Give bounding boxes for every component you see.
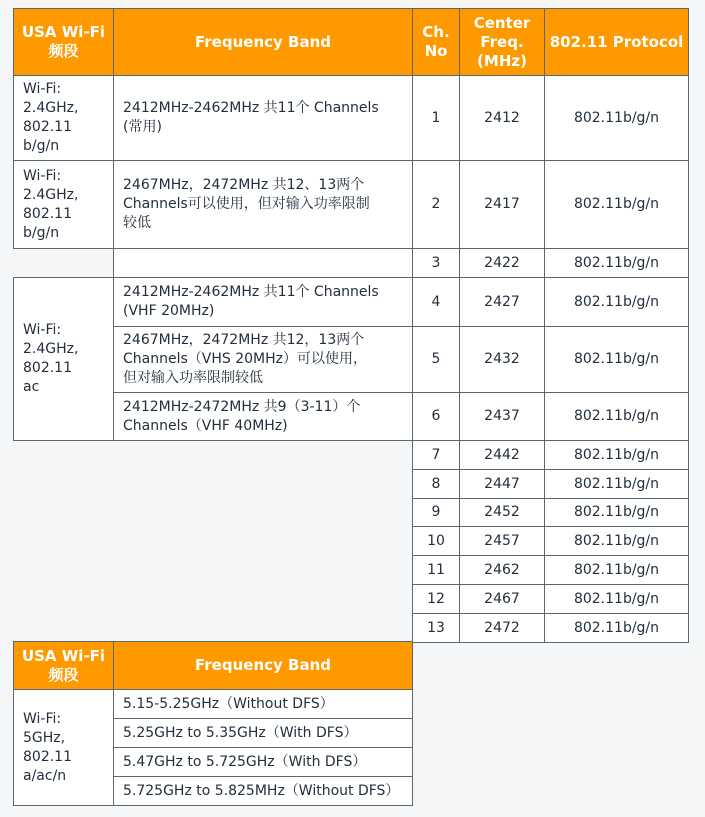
- channel-freq: 2427: [459, 277, 545, 327]
- channel-number: 11: [412, 555, 460, 585]
- band-cell-ac-2: 2467MHz，2472MHz 共12，13两个 Channels（VHS 20MHz）可以使用， 但对输入功率限制较低: [113, 326, 413, 393]
- band-cell-ac-1: 2412MHz-2462MHz 共11个 Channels (VHF 20MHz): [113, 277, 413, 327]
- channel-protocol: 802.11b/g/n: [544, 526, 689, 556]
- header-region: USA Wi-Fi 频段: [13, 8, 114, 76]
- region-cell-bgn-1: Wi-Fi: 2.4GHz, 802.11 b/g/n: [13, 75, 114, 161]
- channel-freq: 2452: [459, 498, 545, 527]
- channel-freq: 2467: [459, 584, 545, 614]
- channel-number: 6: [412, 392, 460, 441]
- channel-protocol: 802.11b/g/n: [544, 277, 689, 327]
- channel-freq: 2447: [459, 469, 545, 499]
- channel-freq: 2462: [459, 555, 545, 585]
- channel-protocol: 802.11b/g/n: [544, 498, 689, 527]
- channel-freq: 2422: [459, 248, 545, 278]
- channel-freq: 2412: [459, 75, 545, 161]
- channel-protocol: 802.11b/g/n: [544, 555, 689, 585]
- table2-band-cell: 5.725GHz to 5.825MHz（Without DFS）: [113, 776, 413, 806]
- channel-number: 12: [412, 584, 460, 614]
- channel-number: 1: [412, 75, 460, 161]
- channel-protocol: 802.11b/g/n: [544, 469, 689, 499]
- region-cell-bgn-2: Wi-Fi: 2.4GHz, 802.11 b/g/n: [13, 160, 114, 249]
- table2-header-region: USA Wi-Fi 频段: [13, 641, 114, 690]
- table2-band-cell: 5.15-5.25GHz（Without DFS）: [113, 689, 413, 719]
- channel-protocol: 802.11b/g/n: [544, 584, 689, 614]
- band-cell-ac-3: 2412MHz-2472MHz 共9（3-11）个 Channels（VHF 40MHz): [113, 392, 413, 441]
- channel-protocol: 802.11b/g/n: [544, 326, 689, 393]
- channel-number: 9: [412, 498, 460, 527]
- channel-number: 3: [412, 248, 460, 278]
- header-center-freq: Center Freq. (MHz): [459, 8, 545, 76]
- table2-header-frequency-band: Frequency Band: [113, 641, 413, 690]
- header-protocol: 802.11 Protocol: [544, 8, 689, 76]
- band-cell-bgn-2: 2467MHz，2472MHz 共12、13两个 Channels可以使用，但对输入功率限制 较低: [113, 160, 413, 249]
- channel-number: 10: [412, 526, 460, 556]
- channel-number: 5: [412, 326, 460, 393]
- channel-freq: 2457: [459, 526, 545, 556]
- channel-freq: 2472: [459, 613, 545, 643]
- header-channel-no: Ch. No: [412, 8, 460, 76]
- channel-number: 8: [412, 469, 460, 499]
- band-cell-empty: [113, 248, 413, 278]
- channel-freq: 2417: [459, 160, 545, 249]
- channel-protocol: 802.11b/g/n: [544, 440, 689, 470]
- channel-number: 7: [412, 440, 460, 470]
- channel-protocol: 802.11b/g/n: [544, 248, 689, 278]
- channel-protocol: 802.11b/g/n: [544, 613, 689, 643]
- channel-freq: 2437: [459, 392, 545, 441]
- channel-number: 4: [412, 277, 460, 327]
- region-cell-ac: Wi-Fi: 2.4GHz, 802.11 ac: [13, 277, 114, 441]
- channel-freq: 2442: [459, 440, 545, 470]
- channel-number: 2: [412, 160, 460, 249]
- channel-freq: 2432: [459, 326, 545, 393]
- table2-band-cell: 5.47GHz to 5.725GHz（With DFS）: [113, 747, 413, 777]
- channel-protocol: 802.11b/g/n: [544, 160, 689, 249]
- table2-region-cell: Wi-Fi: 5GHz, 802.11 a/ac/n: [13, 689, 114, 806]
- channel-protocol: 802.11b/g/n: [544, 392, 689, 441]
- channel-protocol: 802.11b/g/n: [544, 75, 689, 161]
- header-frequency-band: Frequency Band: [113, 8, 413, 76]
- channel-number: 13: [412, 613, 460, 643]
- band-cell-bgn-1: 2412MHz-2462MHz 共11个 Channels (常用): [113, 75, 413, 161]
- table2-band-cell: 5.25GHz to 5.35GHz（With DFS）: [113, 718, 413, 748]
